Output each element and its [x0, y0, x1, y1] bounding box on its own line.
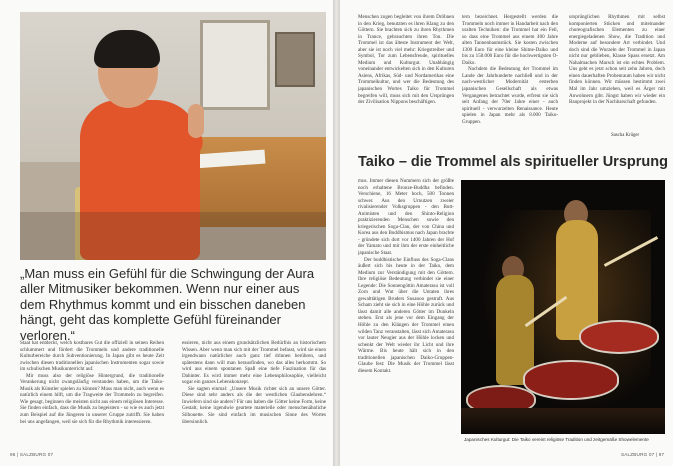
- article-headline: Taiko – die Trommel als spiritueller Ursprung: [358, 154, 668, 170]
- paragraph: ursprünglichen Rhythmen mit selbst komponierten Stücken und miteinander choreografischen Elementen zu einer energiegeladenen Show, die Tradition und Moderne auf besondere Art verbindet. Und doch sind die Wurzeln der Trommel in Japan nicht nur geblieben, Klasse Spass ersetzt. Am Nahalmachen Marsch ist ein echtes Problem. Uns geht es jetzt schon seit zehn Jahren, doch einen dauerhaften Probenraum haben wir nicht finden können. Wir müssen bestimmt zwei Mal im Jahr umziehen, weil es Ärger mit Anwohnern gibt. Jüngst haben wir wieder ein Bauprojekt in der Nachbarschaft gefunden.: [569, 14, 665, 106]
- left-column-1: [20, 340, 164, 444]
- photo-wall-picture: [275, 32, 315, 87]
- paragraph: Der buddhistische Einfluss des Soga-Clans äußert sich bis heute in der Taiko, dem Medium zur Verständigung mit den Göttern. Ihre religiöse Bedeutung verbindet sie einer Legende: Die Sonnengöttin Amaterasu ist voll Zorn und Wut über die Untaten ihres gewalttätigen Bruders Susanoo gestraft. Aus Scham zieht sie sich in eine Höhle zurück und lässt damit alle anderen Götter im Dunkeln stehen. Erst als jene vor dem Eingang der Höhle zu den Klängen der Trommel einen wilden Tanz veranstalten, lässt sich Amaterasu vor lauter Neugier aus der Höhle locken und schenkt der Welt wieder ihr Licht und ihre Wärme. Bis heute hält sich in den traditionellen japanischen Daiko-Gruppen-Glaube fest: Die Musik der Trommel lässt diesem Kontakt.: [358, 256, 454, 374]
- right-page: [340, 0, 673, 466]
- photo-shadow: [20, 212, 326, 260]
- page-folio-right: SALZBURG 07 | 97: [621, 452, 665, 457]
- page-folio-left: 96 | SALZBURG 07: [10, 452, 54, 457]
- photo-person-hand: [188, 104, 204, 138]
- photo-taiko-drum: [523, 360, 619, 400]
- photo-caption: Japanisches Kulturgut: Die Taiko vereint religiöse Tradition und zeitgemäße Showelemente: [464, 437, 649, 442]
- paragraph: Nachdem die Bedeutung der Trommel im Lande der Jahrhunderte nachließ und in der nach-westlicher Modernität ersterben japanischen Gesellschaft als etwas Vergangenes betrachtet wurde, erfreut sie sich seit Anfang der 70er Jahre einer - auch spirituell - verwurzelten Renaissance. Heute spielen in Japan mehr als 8.000 Taiko-Gruppen.: [462, 66, 558, 125]
- portrait-photo: [20, 12, 326, 260]
- right-top-column-3: [569, 14, 665, 132]
- right-mid-column: [358, 178, 454, 442]
- author-credit: Sascha Krüger: [611, 133, 640, 138]
- photo-window: [200, 20, 270, 110]
- right-body-text: [358, 178, 454, 446]
- photo-taiko-drum: [579, 320, 659, 354]
- left-page: [0, 0, 333, 466]
- left-column-2: [182, 340, 326, 444]
- photo-stage-floor: [461, 408, 665, 434]
- left-body-text: [20, 340, 326, 448]
- paragraph: Sie sagten einmal: „Unsere Musik richtet sich an unsere Götter. Diese sind sehr anders als die der westlichen Glaubenslehren.“ Inwiefern sind sie anders? Für uns haben die Götter keine Form, keine Gestalt, keine irgendwie geartete materielle oder menschenähnliche Silhouette. Sie sind einfach im musischen Sinne des Wortes übersinnlich.: [182, 385, 326, 425]
- right-top-column-1: [358, 14, 454, 142]
- paragraph: mus. Immer diesen Nummern sich der größte noch erhaltene Bronze-Buddha befinden. Verschiene, 16 Meter hoch, 500 Tonnen schwer. Aus den Urnutzen zweier rivalisierender Volksgruppen - den Butt-Animisten und den Shinto-Religion praktizierenden Menschen sowie den kriegerischen Soga-Clan, der von China und Korea aus den Buddhismus nach Japan brachte - gründete sich dort vor 1400 Jahren der Hof der Yamato und mit ihm der erste einheitliche japanische Staat.: [358, 178, 454, 257]
- paragraph: essieren, nicht aus einem grundsätzlichen Bedürfnis an historischem Wissen. Aber wenn man sich mit der Trommel befasst, wird sie einen irgendwann natürlicher auch ganz tief drinnen berühren, und spätestens dann will man herausfinden, wo das alles herkommt. So wird aus einem spontanen Spaß eine tiefe Faszination für das Dahinter. Es wird immer mehr eine Lebensphilosophie, vielleicht sogar ein ganzes Lebenskonzept.: [182, 340, 326, 386]
- right-top-text: [358, 14, 664, 152]
- paragraph: Mir muss also der religiöse Hintergrund, die traditionelle Verankerung nicht zwangsläufig verstanden haben, um die Taiko-Musik als Künstler spielen zu können? Muss man nicht, auch wenn es natürlich einem hilft, um die Tragweite der Trommeln zu begreifen. Wie gesagt, beginnen die meisten nicht aus einem religiösen Interesse. Sie finden einfach, dass die Musik zu begeistern - so wie es auch jetzt zum Beispiel auf die Jüngeren in unserer Gruppe zutrifft. Sie haben bei uns angefangen, weil sie sich für die Rhythmik interessieren.: [20, 372, 164, 425]
- taiko-drummers-photo: [461, 180, 665, 434]
- right-top-column-2: [462, 14, 558, 142]
- pull-quote: „Man muss ein Gefühl für die Schwingung der Aura aller Mitmusiker bekommen. Wenn nur einer aus dem Rhythmus kommt und ein bisschen daneben hängt, geht das komplette Gefühl füreinander verloren.“: [20, 266, 315, 343]
- paragraph: Staat hat entdeckt, welch kostbares Gut die offiziell in seinen Reihen schlummert und fördert die Trommeln und andere traditionelle Kulturbereiche durch Subventionierung. In Japan gibt es heute Zeit zwischen diesen traditionellen japanischen Instrumenten sogar sowie im schulischen Musikunterricht auf.: [20, 340, 164, 373]
- spread-gutter: [333, 0, 340, 466]
- paragraph: Menschen zogen begleitet von ihrem Dröhnen in den Krieg, benutzten es ihren Klang zu den Göttern. Sie brachten sich zu ihren Rhythmen in Trance, gebrauchten ihren Ton. Die Trommel ist das älteste Instrument der Welt, aber sie ist noch viel mehr: Kriegstreiber und Symbol, Tor zum Lebensfreude, spirituelles Medium und Kulturgut. Unabhängig voneinander entwickelten sich in den Kulturen Asiens, Afrikas, Süd- und Nordamerikas eine Trommelkultur, und wer die Bedeutung des japanischen Wortes Taiko für Trommel begreifen will, muss sich mit den Ursprüngen der Zivilisation Nippons beschäftigen.: [358, 14, 454, 106]
- paragraph: tern bezeichnet. Hergestellt werden die Trommeln noch immer in Handarbeit nach den uralten Techniken: die Trommel hat ein Fell, so dass eine Trommel aus einem 400 Jahre alten Tannenbaumstück. Sie kosten zwischen 1300 Euro für eine kleine Shime-Daiko und bis zu 150.000 Euro für die hochwertigsten O-Daiko.: [462, 14, 558, 66]
- photo-drummer: [556, 220, 598, 340]
